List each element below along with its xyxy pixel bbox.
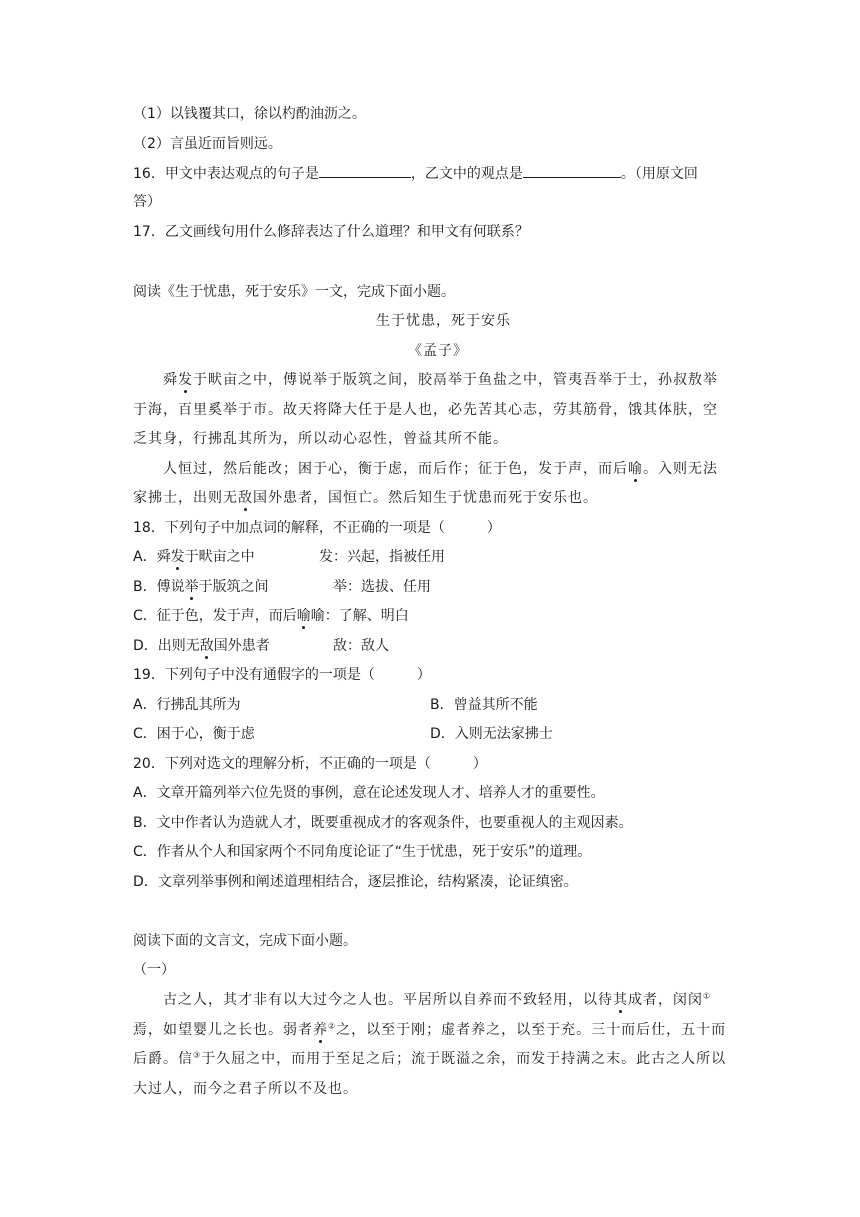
question-16-cont: 答）: [133, 194, 161, 210]
dotted-word: 敌: [199, 638, 214, 654]
text-span: 后爵。信: [133, 1051, 193, 1067]
question-19-option-c[interactable]: C．困于心，衡于虑: [133, 726, 255, 742]
question-18-option-c[interactable]: [133, 606, 409, 626]
passage-1-intro: 阅读《生于忧患，死于安乐》一文，完成下面小题。: [133, 284, 455, 300]
question-19-option-b[interactable]: B．曾益其所不能: [430, 697, 538, 713]
dotted-word: 举: [184, 579, 199, 595]
text-span: 于久屈之中，而用于至足之后；流于既溢之余，而发于持满之末。此古之人所以: [201, 1051, 727, 1067]
question-18-option-b[interactable]: [133, 577, 269, 597]
text-span: 之，以至于刚；虚者养之，以至于充。三十而后仕，五十而: [336, 1022, 727, 1038]
footnote-marker: ②: [328, 1021, 337, 1031]
text-span: A．舜: [133, 549, 171, 565]
text-span: 成者，闵闵: [628, 992, 703, 1008]
question-16-text-2: ，乙文中的观点是: [410, 166, 523, 182]
text-span: B．傅说: [133, 579, 185, 595]
text-span: D．出则无: [133, 638, 200, 654]
text-span: 人恒过，然后能改；困于心，衡于虑，而后作；征于色，发于声，而后: [163, 461, 628, 477]
question-18-option-a-explanation: 发：兴起，指被任用: [319, 549, 445, 565]
question-19-stem: 19．下列句子中没有通假字的一项是（ ）: [133, 667, 431, 683]
dotted-word: 喻: [628, 461, 643, 477]
question-18-option-b-explanation: 举：选拔、任用: [333, 579, 431, 595]
question-17: 17．乙文画线句用什么修辞表达了什么道理？和甲文有何联系？: [133, 224, 529, 240]
text-span: 于版筑之间: [198, 579, 269, 595]
text-span: C．征于色，发于声，而后: [133, 608, 297, 624]
passage-1-line: [133, 488, 598, 508]
question-18-option-d-explanation: 敌：敌人: [333, 638, 389, 654]
answer-item-2: （2）言虽近而旨则远。: [133, 136, 282, 152]
passage-1-line: 于海，百里奚举于市。故天将降大任于是人也，必先苦其心志，劳其筋骨，饿其体肤，空: [133, 402, 718, 418]
text-span: 举: [313, 372, 328, 388]
footnote-marker: ③: [193, 1050, 202, 1060]
passage-1-line: [163, 459, 718, 479]
answer-blank-2[interactable]: [523, 163, 621, 178]
question-20-stem: 20．下列对选文的理解分析，不正确的一项是（ ）: [133, 756, 487, 772]
dotted-word: 敌: [238, 490, 253, 506]
question-18-option-d[interactable]: [133, 636, 270, 656]
question-20-option-c[interactable]: C．作者从个人和国家两个不同角度论证了“生于忧患，死于安乐”的道理。: [133, 844, 592, 860]
question-16-text-3: 。（用原文回: [620, 166, 698, 182]
question-20-option-b[interactable]: B．文中作者认为造就人才，既要重视成才的客观条件，也要重视人的主观因素。: [133, 815, 633, 831]
passage-1-line: [163, 370, 718, 390]
text-span: 。入则无法: [643, 461, 718, 477]
passage-2-section-label: （一）: [133, 962, 175, 978]
text-span: 国外患者: [213, 638, 270, 654]
question-18-option-a[interactable]: [133, 547, 255, 567]
question-16: [133, 163, 698, 184]
question-16-text-1: 16．甲文中表达观点的句子是: [133, 166, 319, 182]
passage-1-author: 《孟子》: [408, 343, 468, 359]
text-span: 于畎亩之中，傅说: [193, 372, 313, 388]
question-20-option-a[interactable]: A．文章开篇列举六位先贤的事例，意在论述发现人才、培养人才的重要性。: [133, 785, 605, 801]
text-span: 焉，如望婴儿之长也。弱者: [133, 1022, 313, 1038]
answer-item-1: （1）以钱覆其口，徐以杓酌油沥之。: [133, 106, 366, 122]
text-span: 舜: [163, 372, 178, 388]
text-span: 于畎亩之中: [184, 549, 255, 565]
passage-2-line: 大过人，而今之君子所以不及也。: [133, 1081, 358, 1097]
dotted-word: 其: [613, 992, 628, 1008]
answer-blank-1[interactable]: [319, 163, 411, 178]
passage-2-intro: 阅读下面的文言文，完成下面小题。: [133, 933, 357, 949]
text-span: 于版筑之间，胶鬲举于鱼盐之中，管夷吾举于士，孙叔敖举: [328, 372, 718, 388]
footnote-marker: ①: [703, 991, 712, 1001]
passage-1-line: 乏其身，行拂乱其所为，所以动心忍性，曾益其所不能。: [133, 431, 508, 447]
question-19-option-d[interactable]: D．入则无法家拂士: [430, 726, 553, 742]
question-19-option-a[interactable]: A．行拂乱其所为: [133, 697, 241, 713]
dotted-word: 喻: [296, 608, 311, 624]
passage-1-title: 生于忧患，死于安乐: [376, 313, 511, 329]
dotted-word: 养: [313, 1022, 328, 1038]
question-18-option-c-explanation: 喻：了解、明白: [310, 608, 409, 624]
text-span: 古之人，其才非有以大过今之人也。平居所以自养而不致轻用，以待: [163, 992, 613, 1008]
dotted-word: 发: [170, 549, 185, 565]
passage-2-line: [163, 990, 711, 1010]
text-span: 家拂士，出则无: [133, 490, 238, 506]
passage-2-line: [133, 1020, 726, 1040]
passage-2-line: [133, 1049, 726, 1069]
dotted-word: 发: [178, 372, 193, 388]
question-20-option-d[interactable]: D．文章列举事例和阐述道理相结合，逐层推论，结构紧凑，论证缜密。: [133, 874, 578, 890]
question-18-stem: 18．下列句子中加点词的解释，不正确的一项是（ ）: [133, 520, 501, 536]
text-span: 国外患者，国恒亡。然后知生于忧患而死于安乐也。: [253, 490, 598, 506]
